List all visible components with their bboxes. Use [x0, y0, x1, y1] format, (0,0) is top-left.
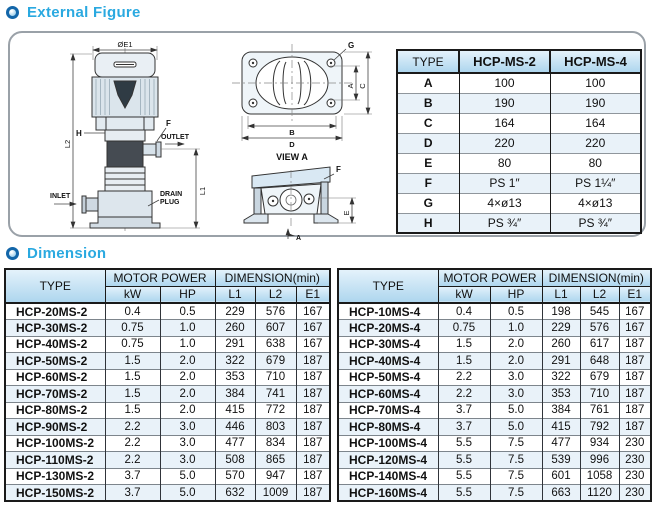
- table-row: [397, 193, 641, 213]
- table-cell: 167: [296, 336, 330, 353]
- table-cell: 996: [580, 452, 619, 469]
- table-cell: 1.0: [160, 336, 215, 353]
- dim-col-hp: HP: [490, 286, 542, 303]
- table-cell: 260: [215, 320, 255, 337]
- dim-col-dimension: DIMENSION(min): [542, 269, 651, 286]
- table-cell: HCP-130MS-2: [5, 468, 105, 485]
- table-cell: 477: [215, 435, 255, 452]
- table-cell: 229: [215, 303, 255, 320]
- dim-col-e1: E1: [296, 286, 330, 303]
- table-cell: 322: [215, 353, 255, 370]
- table-cell: HCP-80MS-4: [338, 419, 438, 436]
- table-cell: 2.2: [438, 369, 490, 386]
- table-cell: 80: [550, 153, 641, 173]
- table-cell: 446: [215, 419, 255, 436]
- dim-label-b: B: [289, 128, 295, 137]
- table-cell: G: [397, 193, 459, 213]
- table-cell: 167: [619, 303, 651, 320]
- table-cell: 187: [619, 419, 651, 436]
- table-cell: 164: [550, 113, 641, 133]
- table-cell: 5.5: [438, 435, 490, 452]
- table-cell: 477: [542, 435, 580, 452]
- dim-col-type: TYPE: [338, 269, 438, 303]
- dim-label-l1: L1: [198, 186, 207, 196]
- table-cell: HCP-90MS-2: [5, 419, 105, 436]
- drain-plug-label-line2: PLUG: [160, 199, 180, 206]
- table-cell: HCP-10MS-4: [338, 303, 438, 320]
- table-cell: 187: [619, 369, 651, 386]
- table-cell: 167: [296, 303, 330, 320]
- dim-label-base-f: F: [336, 165, 341, 174]
- table-cell: HCP-70MS-4: [338, 402, 438, 419]
- dim-label-f: F: [166, 119, 171, 128]
- table-cell: 3.7: [438, 419, 490, 436]
- table-cell: 0.4: [438, 303, 490, 320]
- dim-label-g: G: [348, 41, 355, 50]
- dim-label-d: D: [289, 140, 295, 149]
- table-cell: 1120: [580, 485, 619, 502]
- table-cell: 0.75: [105, 320, 160, 337]
- table-cell: HCP-120MS-4: [338, 452, 438, 469]
- table-cell: A: [397, 73, 459, 93]
- table-row: [397, 133, 641, 153]
- table-cell: 3.0: [490, 386, 542, 403]
- table-cell: HCP-110MS-2: [5, 452, 105, 469]
- table-cell: 2.2: [105, 435, 160, 452]
- dim-label-e: E: [342, 210, 351, 216]
- dim-header-row-1: [338, 269, 651, 286]
- table-cell: 539: [542, 452, 580, 469]
- table-row: [338, 452, 651, 469]
- section-header-dimension: [6, 245, 106, 262]
- dim-col-l1: L1: [215, 286, 255, 303]
- table-cell: 1.5: [105, 353, 160, 370]
- table-row: [5, 402, 330, 419]
- table-cell: 947: [255, 468, 296, 485]
- table-row: [397, 153, 641, 173]
- table-row: [5, 303, 330, 320]
- table-cell: 190: [550, 93, 641, 113]
- drain-plug-label-line1: DRAIN: [160, 191, 183, 198]
- table-cell: B: [397, 93, 459, 113]
- table-cell: 1009: [255, 485, 296, 502]
- dim-col-l2: L2: [255, 286, 296, 303]
- table-cell: 772: [255, 402, 296, 419]
- table-cell: 198: [542, 303, 580, 320]
- table-cell: 1.5: [105, 402, 160, 419]
- dim-label-a: A: [346, 83, 355, 89]
- table-cell: HCP-30MS-2: [5, 320, 105, 337]
- table-cell: HCP-20MS-4: [338, 320, 438, 337]
- table-cell: 679: [255, 353, 296, 370]
- section-bullet-icon: [6, 6, 19, 19]
- table-cell: 4×ø13: [550, 193, 641, 213]
- table-cell: 5.0: [490, 402, 542, 419]
- table-cell: 2.2: [438, 386, 490, 403]
- outlet-label: OUTLET: [161, 134, 189, 141]
- dim-col-kw: kW: [105, 286, 160, 303]
- table-row: [5, 320, 330, 337]
- table-cell: 741: [255, 386, 296, 403]
- table-cell: HCP-100MS-2: [5, 435, 105, 452]
- table-cell: 187: [619, 353, 651, 370]
- table-row: [338, 485, 651, 502]
- table-cell: 7.5: [490, 452, 542, 469]
- table-cell: 1058: [580, 468, 619, 485]
- table-cell: 7.5: [490, 485, 542, 502]
- table-cell: HCP-100MS-4: [338, 435, 438, 452]
- external-figure-panel: [8, 31, 646, 241]
- table-cell: 353: [215, 369, 255, 386]
- spec-table-header-row: [397, 50, 641, 73]
- table-cell: HCP-40MS-2: [5, 336, 105, 353]
- table-cell: 648: [580, 353, 619, 370]
- table-cell: 834: [255, 435, 296, 452]
- dim-label-l2: L2: [63, 139, 72, 149]
- table-row: [5, 468, 330, 485]
- table-cell: 2.0: [160, 353, 215, 370]
- table-cell: HCP-80MS-2: [5, 402, 105, 419]
- table-cell: F: [397, 173, 459, 193]
- table-cell: 4×ø13: [459, 193, 550, 213]
- table-cell: D: [397, 133, 459, 153]
- dim-col-l1: L1: [542, 286, 580, 303]
- table-cell: 607: [255, 320, 296, 337]
- table-cell: 384: [215, 386, 255, 403]
- table-row: [5, 485, 330, 502]
- table-cell: 187: [296, 369, 330, 386]
- table-cell: 601: [542, 468, 580, 485]
- table-cell: 291: [542, 353, 580, 370]
- table-cell: HCP-140MS-4: [338, 468, 438, 485]
- table-cell: 545: [580, 303, 619, 320]
- table-cell: 164: [459, 113, 550, 133]
- dim-col-dimension: DIMENSION(min): [215, 269, 330, 286]
- table-row: [338, 320, 651, 337]
- section-arrow-a-label: A: [296, 235, 302, 241]
- table-row: [397, 73, 641, 93]
- table-cell: 3.0: [160, 419, 215, 436]
- table-cell: 1.5: [438, 353, 490, 370]
- table-cell: HCP-40MS-4: [338, 353, 438, 370]
- table-cell: 190: [459, 93, 550, 113]
- table-row: [397, 113, 641, 133]
- section-title-dimension: Dimension: [27, 245, 107, 262]
- pump-front-view-drawing: [48, 38, 218, 234]
- table-cell: 865: [255, 452, 296, 469]
- table-row: [338, 303, 651, 320]
- table-cell: 187: [296, 386, 330, 403]
- table-cell: 663: [542, 485, 580, 502]
- table-cell: 220: [459, 133, 550, 153]
- table-row: [397, 213, 641, 233]
- table-row: [5, 435, 330, 452]
- table-cell: 187: [296, 452, 330, 469]
- table-cell: 100: [459, 73, 550, 93]
- dim-col-e1: E1: [619, 286, 651, 303]
- table-row: [5, 386, 330, 403]
- table-cell: HCP-20MS-2: [5, 303, 105, 320]
- table-row: [397, 93, 641, 113]
- dimension-table-ms2: [4, 268, 331, 502]
- table-cell: 3.0: [490, 369, 542, 386]
- table-cell: 220: [550, 133, 641, 153]
- table-cell: 3.0: [160, 435, 215, 452]
- table-cell: 934: [580, 435, 619, 452]
- table-cell: 0.5: [160, 303, 215, 320]
- table-cell: 187: [296, 402, 330, 419]
- table-cell: 2.0: [490, 336, 542, 353]
- table-cell: 80: [459, 153, 550, 173]
- table-cell: 5.5: [438, 485, 490, 502]
- table-cell: 2.0: [160, 386, 215, 403]
- table-cell: HCP-60MS-4: [338, 386, 438, 403]
- dim-label-c: C: [358, 83, 367, 89]
- table-cell: 167: [296, 320, 330, 337]
- table-cell: 570: [215, 468, 255, 485]
- dim-col-motor-power: MOTOR POWER: [105, 269, 215, 286]
- table-cell: 3.0: [160, 452, 215, 469]
- table-cell: 679: [580, 369, 619, 386]
- table-row: [5, 353, 330, 370]
- dim-col-l2: L2: [580, 286, 619, 303]
- inlet-label: INLET: [50, 193, 71, 200]
- table-cell: 3.7: [105, 485, 160, 502]
- table-cell: 617: [580, 336, 619, 353]
- section-title-external-figure: External Figure: [27, 4, 141, 21]
- figure-spec-table: [396, 49, 642, 234]
- table-row: [5, 452, 330, 469]
- table-cell: 100: [550, 73, 641, 93]
- table-cell: 576: [255, 303, 296, 320]
- table-row: [338, 402, 651, 419]
- table-cell: 1.5: [438, 336, 490, 353]
- section-bullet-icon: [6, 247, 19, 260]
- table-cell: 3.7: [438, 402, 490, 419]
- table-cell: 230: [619, 452, 651, 469]
- table-row: [338, 336, 651, 353]
- table-cell: 5.0: [160, 485, 215, 502]
- table-cell: 415: [215, 402, 255, 419]
- table-cell: 0.4: [105, 303, 160, 320]
- dim-col-motor-power: MOTOR POWER: [438, 269, 542, 286]
- table-cell: 187: [296, 419, 330, 436]
- table-cell: PS ¾″: [459, 213, 550, 233]
- pump-top-and-base-view-drawing: [210, 36, 405, 241]
- table-cell: 5.5: [438, 468, 490, 485]
- table-cell: 5.0: [160, 468, 215, 485]
- table-cell: 5.5: [438, 452, 490, 469]
- dim-col-type: TYPE: [5, 269, 105, 303]
- spec-col-hcp-ms-4: HCP-MS-4: [550, 50, 641, 73]
- table-cell: 710: [580, 386, 619, 403]
- table-row: [338, 468, 651, 485]
- table-cell: 187: [296, 485, 330, 502]
- dim-header-row-1: [5, 269, 330, 286]
- table-cell: 7.5: [490, 435, 542, 452]
- table-cell: 2.2: [105, 419, 160, 436]
- dim-col-kw: kW: [438, 286, 490, 303]
- table-cell: 2.0: [160, 402, 215, 419]
- table-cell: 2.2: [105, 452, 160, 469]
- table-cell: 187: [619, 386, 651, 403]
- table-cell: 0.75: [438, 320, 490, 337]
- table-cell: 576: [580, 320, 619, 337]
- table-cell: 1.0: [490, 320, 542, 337]
- table-cell: HCP-60MS-2: [5, 369, 105, 386]
- table-cell: 0.75: [105, 336, 160, 353]
- table-cell: 2.0: [490, 353, 542, 370]
- table-row: [397, 173, 641, 193]
- table-cell: 761: [580, 402, 619, 419]
- table-cell: 7.5: [490, 468, 542, 485]
- table-cell: 187: [619, 336, 651, 353]
- table-cell: 3.7: [105, 468, 160, 485]
- table-cell: PS 1″: [459, 173, 550, 193]
- table-cell: 803: [255, 419, 296, 436]
- table-cell: 1.5: [105, 369, 160, 386]
- table-cell: 710: [255, 369, 296, 386]
- dim-col-hp: HP: [160, 286, 215, 303]
- table-cell: HCP-30MS-4: [338, 336, 438, 353]
- table-cell: 508: [215, 452, 255, 469]
- table-cell: 5.0: [490, 419, 542, 436]
- table-cell: 187: [619, 402, 651, 419]
- table-cell: 322: [542, 369, 580, 386]
- table-cell: HCP-150MS-2: [5, 485, 105, 502]
- table-cell: 187: [296, 353, 330, 370]
- table-cell: 792: [580, 419, 619, 436]
- table-row: [338, 435, 651, 452]
- table-cell: HCP-70MS-2: [5, 386, 105, 403]
- table-row: [338, 369, 651, 386]
- table-cell: 0.5: [490, 303, 542, 320]
- table-cell: 384: [542, 402, 580, 419]
- table-cell: 291: [215, 336, 255, 353]
- table-cell: 187: [296, 435, 330, 452]
- table-cell: 230: [619, 485, 651, 502]
- table-cell: 1.5: [105, 386, 160, 403]
- spec-col-type: TYPE: [397, 50, 459, 73]
- table-cell: 1.0: [160, 320, 215, 337]
- table-cell: HCP-50MS-4: [338, 369, 438, 386]
- table-cell: HCP-160MS-4: [338, 485, 438, 502]
- table-cell: 260: [542, 336, 580, 353]
- spec-col-hcp-ms-2: HCP-MS-2: [459, 50, 550, 73]
- section-header-external-figure: [6, 4, 141, 21]
- dimension-table-ms4: [337, 268, 652, 502]
- table-cell: 415: [542, 419, 580, 436]
- table-cell: 230: [619, 468, 651, 485]
- table-cell: HCP-50MS-2: [5, 353, 105, 370]
- dim-label-e1-diameter: ØE1: [117, 40, 133, 49]
- table-cell: 229: [542, 320, 580, 337]
- table-cell: 230: [619, 435, 651, 452]
- table-cell: E: [397, 153, 459, 173]
- table-cell: 353: [542, 386, 580, 403]
- table-cell: H: [397, 213, 459, 233]
- table-cell: 638: [255, 336, 296, 353]
- table-cell: PS ¾″: [550, 213, 641, 233]
- dim-label-h: H: [76, 129, 82, 138]
- table-cell: 2.0: [160, 369, 215, 386]
- table-row: [338, 386, 651, 403]
- table-row: [5, 369, 330, 386]
- table-row: [5, 419, 330, 436]
- table-cell: C: [397, 113, 459, 133]
- table-cell: 167: [619, 320, 651, 337]
- table-row: [338, 419, 651, 436]
- table-cell: 187: [296, 468, 330, 485]
- table-cell: PS 1¼″: [550, 173, 641, 193]
- view-a-caption: VIEW A: [276, 152, 308, 162]
- table-cell: 632: [215, 485, 255, 502]
- table-row: [338, 353, 651, 370]
- table-row: [5, 336, 330, 353]
